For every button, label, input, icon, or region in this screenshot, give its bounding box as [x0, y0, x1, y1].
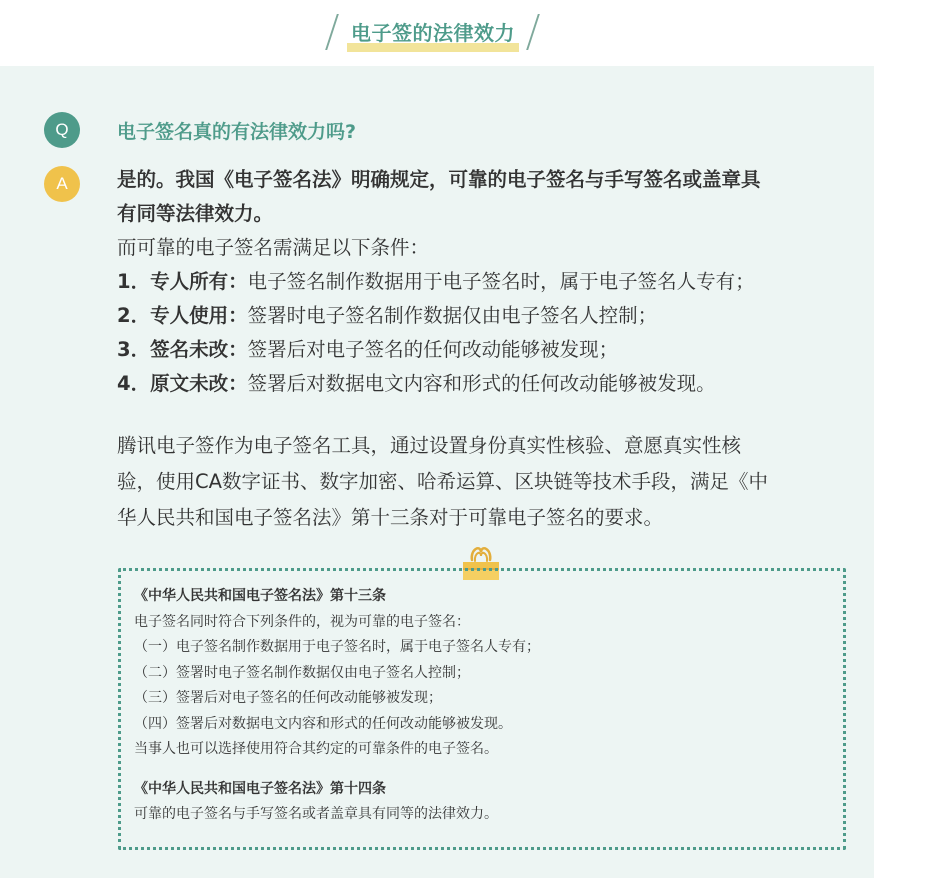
- condition-text: 签署后对数据电文内容和形式的任何改动能够被发现。: [247, 372, 716, 395]
- condition-label: 1．专人所有：: [117, 270, 248, 293]
- tencent-para-line-1: 腾讯电子签作为电子签名工具，通过设置身份真实性核验、意愿真实性核: [117, 434, 742, 457]
- condition-label: 3．签名未改：: [117, 338, 248, 361]
- law-citation-content: [134, 584, 834, 828]
- condition-text: 电子签名制作数据用于电子签名时，属于电子签名人专有；: [247, 270, 755, 293]
- conditions-intro: 而可靠的电子签名需满足以下条件：: [117, 236, 430, 259]
- title-slash-right: [526, 14, 540, 50]
- condition-text: 签署后对电子签名的任何改动能够被发现；: [247, 338, 619, 361]
- article-13-line: （四）签署后对数据电文内容和形式的任何改动能够被发现。: [134, 715, 512, 732]
- condition-item: [117, 299, 857, 333]
- answer-block: [117, 163, 857, 401]
- article-13-line: （一）电子签名制作数据用于电子签名时，属于电子签名人专有；: [134, 639, 540, 655]
- answer-lead-line-2: 有同等法律效力。: [117, 202, 274, 225]
- condition-item: [117, 333, 857, 367]
- question-badge: Q: [44, 112, 80, 148]
- question-text: 电子签名真的有法律效力吗?: [117, 121, 357, 143]
- page-title: 电子签的法律效力: [351, 21, 515, 45]
- spacer: [134, 763, 834, 777]
- title-slash-left: [325, 14, 339, 50]
- answer-lead-line-1: 是的。我国《电子签名法》明确规定，可靠的电子签名与手写签名或盖章具: [117, 168, 761, 191]
- answer-badge: A: [44, 166, 80, 202]
- condition-label: 4．原文未改：: [117, 372, 248, 395]
- condition-item: [117, 265, 857, 299]
- condition-text: 签署时电子签名制作数据仅由电子签名人控制；: [247, 304, 658, 327]
- condition-label: 2．专人使用：: [117, 304, 248, 327]
- tencent-para-line-3: 华人民共和国电子签名法》第十三条对于可靠电子签名的要求。: [117, 506, 664, 529]
- article-13-line: （二）签署时电子签名制作数据仅由电子签名人控制；: [134, 664, 470, 681]
- condition-item: [117, 367, 857, 401]
- article-13-line: （三）签署后对电子签名的任何改动能够被发现；: [134, 690, 442, 706]
- tencent-para-line-2: 验，使用CA数字证书、数字加密、哈希运算、区块链等技术手段，满足《中: [117, 470, 768, 493]
- article-14-line: 可靠的电子签名与手写签名或者盖章具有同等的法律效力。: [134, 806, 498, 822]
- article-13-line: 电子签名同时符合下列条件的，视为可靠的电子签名：: [134, 613, 470, 630]
- section-header: [0, 0, 951, 66]
- article-14-title: 《中华人民共和国电子签名法》第十四条: [134, 780, 386, 797]
- tencent-paragraph: [117, 428, 857, 536]
- article-13-title: 《中华人民共和国电子签名法》第十三条: [134, 588, 386, 604]
- article-13-line: 当事人也可以选择使用符合其约定的可靠条件的电子签名。: [134, 741, 498, 757]
